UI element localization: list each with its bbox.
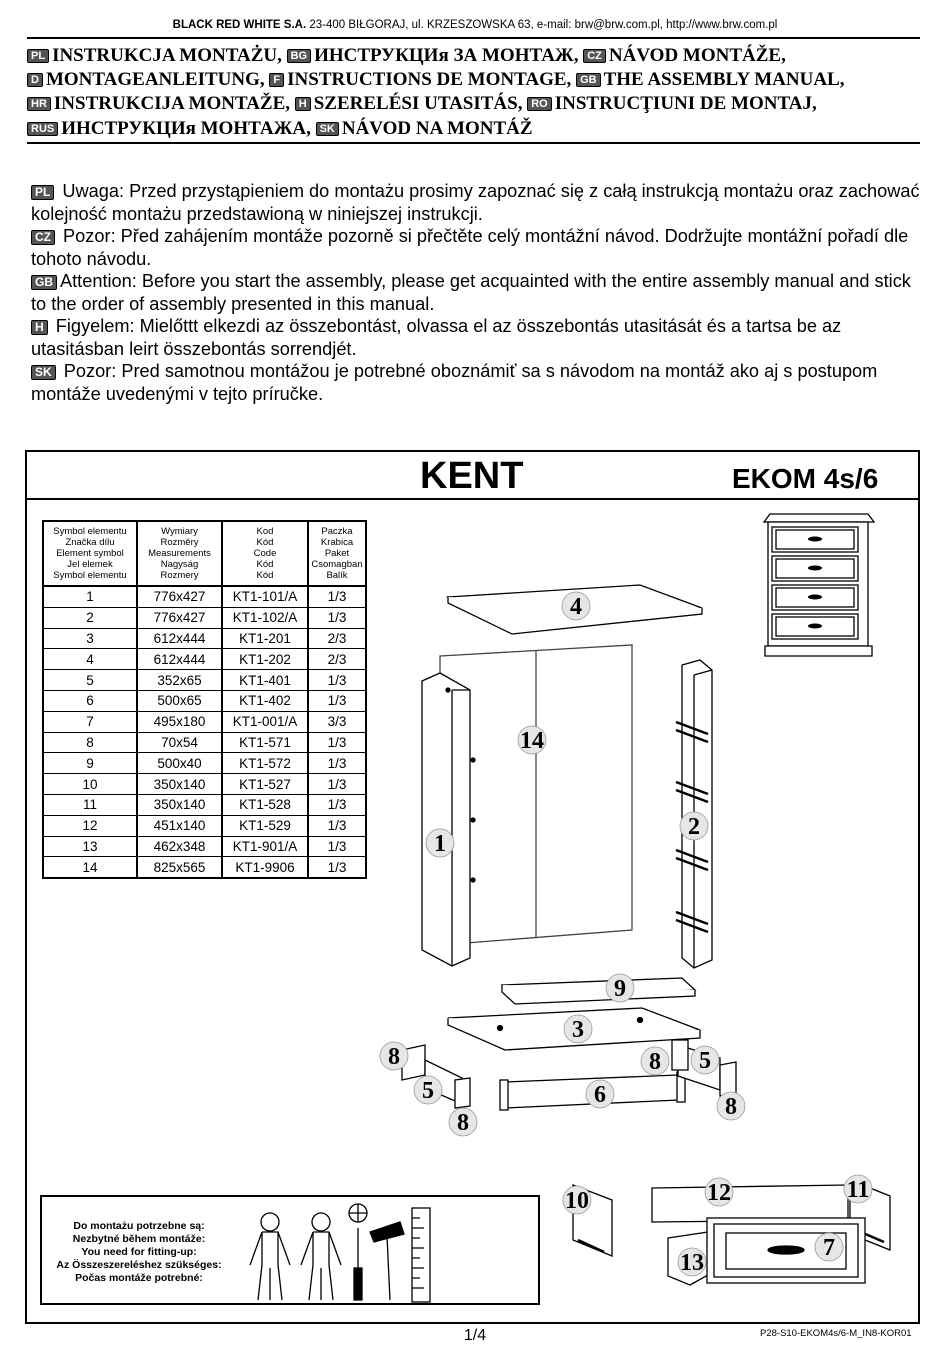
dresser-illustration — [764, 514, 874, 656]
title-text: NÁVOD NA MONTÁŽ — [341, 118, 533, 139]
table-cell: KT1-528 — [222, 794, 308, 815]
table-cell: 7 — [43, 711, 137, 732]
title-text: INSTRUKCJA MONTAŻU, — [52, 45, 287, 66]
table-cell: KT1-402 — [222, 690, 308, 711]
language-badge: H — [295, 97, 311, 111]
table-cell: 2/3 — [308, 628, 366, 649]
part-label: 1 — [434, 831, 446, 857]
part-label: 7 — [823, 1235, 835, 1261]
table-cell: KT1-529 — [222, 815, 308, 836]
warning-text: Pozor: Pred samotnou montážou je potrebné oboznámiť sa s návodom na montáž ako aj s postupom montáže uvedenými v tejto príručke. — [31, 361, 878, 404]
table-cell: 3 — [43, 628, 137, 649]
language-badge: RUS — [27, 122, 58, 136]
table-cell: KT1-571 — [222, 732, 308, 753]
table-cell: KT1-001/A — [222, 711, 308, 732]
table-cell: 612x444 — [137, 649, 222, 670]
table-cell: 6 — [43, 690, 137, 711]
table-cell: 500x40 — [137, 753, 222, 774]
language-badge: PL — [27, 49, 49, 63]
table-cell: 12 — [43, 815, 137, 836]
table-cell: 9 — [43, 753, 137, 774]
language-badge: GB — [576, 73, 601, 87]
part-label: 4 — [570, 594, 582, 620]
table-cell: 3/3 — [308, 711, 366, 732]
title-text: SZERELÉSI UTASITÁS, — [313, 93, 528, 114]
part-label: 8 — [457, 1110, 469, 1136]
language-badge: HR — [27, 97, 51, 111]
company-address: 23-400 BIŁGORAJ, ul. KRZESZOWSKA 63, e-mail: brw@brw.com.pl, http://www.brw.com.pl — [306, 19, 778, 31]
parts-header-cell: Wymiary Rozměry Measurements Nagyság Rozmery — [137, 521, 222, 586]
table-cell: 1/3 — [308, 753, 366, 774]
title-text: INSTRUCTIONS DE MONTAGE, — [287, 69, 577, 90]
language-badge: RO — [527, 97, 552, 111]
table-cell: 451x140 — [137, 815, 222, 836]
parts-header-cell: Paczka Krabica Paket Csomagban Balík — [308, 521, 366, 586]
part-label: 8 — [649, 1049, 661, 1075]
table-cell: 776x427 — [137, 607, 222, 628]
title-text: ИНСТРУКЦИя МОНТАЖА, — [61, 118, 316, 139]
table-cell: 462x348 — [137, 836, 222, 857]
table-cell: KT1-527 — [222, 774, 308, 795]
tools-line: Az Összeszereléshez szükséges: — [56, 1259, 222, 1271]
table-cell: 825x565 — [137, 857, 222, 878]
warning-text: Pozor: Před zahájením montáže pozorně si přečtěte celý montážní návod. Dodržujte montážní pořadí dle tohoto návodu. — [31, 226, 909, 269]
document-code: P28-S10-EKOM4s/6-M_IN8-KOR01 — [760, 1328, 912, 1339]
table-cell: 8 — [43, 732, 137, 753]
language-badge: GB — [31, 275, 57, 290]
table-cell: 1/3 — [308, 857, 366, 878]
language-badge: D — [27, 73, 43, 87]
product-model: EKOM 4s/6 — [732, 463, 879, 494]
part-rail-9 — [502, 978, 695, 1004]
table-cell: 1/3 — [308, 732, 366, 753]
table-cell: KT1-901/A — [222, 836, 308, 857]
title-text: INSTRUCŢIUNI DE MONTAJ, — [554, 93, 817, 114]
language-badge: CZ — [31, 230, 55, 245]
parts-header-cell: Kod Kód Code Kód Kód — [222, 521, 308, 586]
part-label: 5 — [699, 1048, 711, 1074]
table-cell: KT1-572 — [222, 753, 308, 774]
part-label: 11 — [846, 1177, 870, 1203]
part-label: 8 — [725, 1094, 737, 1120]
table-cell: 5 — [43, 670, 137, 691]
language-badge: SK — [31, 365, 56, 380]
part-label: 13 — [680, 1250, 704, 1276]
table-cell: 1/3 — [308, 607, 366, 628]
table-cell: 612x444 — [137, 628, 222, 649]
table-cell: 500x65 — [137, 690, 222, 711]
company-name: BLACK RED WHITE S.A. — [172, 19, 307, 31]
part-label: 10 — [565, 1188, 589, 1214]
language-badge: BG — [287, 49, 312, 63]
tools-line: Nezbytné během montáže: — [72, 1233, 206, 1245]
page-number: 1/4 — [463, 1327, 487, 1344]
part-label: 8 — [388, 1044, 400, 1070]
warning-text: Figyelem: Mielőttt elkezdi az összebontást, olvassa el az összebontás utasitását és a tartsa be az utasitásban leirt összebontás sorrendjét. — [31, 316, 842, 359]
title-text: ИНСТРУКЦИя ЗА МОНТАЖ, — [314, 45, 584, 66]
language-badge: PL — [31, 185, 54, 200]
table-cell: 1/3 — [308, 836, 366, 857]
table-cell: 14 — [43, 857, 137, 878]
table-cell: 4 — [43, 649, 137, 670]
table-cell: KT1-401 — [222, 670, 308, 691]
table-cell: 10 — [43, 774, 137, 795]
language-badge: F — [269, 73, 284, 87]
language-badge: CZ — [583, 49, 606, 63]
table-cell: 776x427 — [137, 586, 222, 607]
warning-text: Attention: Before you start the assembly, please get acquainted with the entire assembly manual and stick to the order of assembly presented in this manual. — [31, 271, 911, 314]
table-cell: 1/3 — [308, 586, 366, 607]
table-cell: 1/3 — [308, 774, 366, 795]
title-text: THE ASSEMBLY MANUAL, — [603, 69, 845, 90]
part-drawer-back-12 — [652, 1185, 848, 1222]
table-cell: 352x65 — [137, 670, 222, 691]
part-label: 6 — [594, 1082, 606, 1108]
table-cell: KT1-201 — [222, 628, 308, 649]
table-cell: 2/3 — [308, 649, 366, 670]
table-cell: 350x140 — [137, 794, 222, 815]
table-cell: KT1-9906 — [222, 857, 308, 878]
table-cell: KT1-202 — [222, 649, 308, 670]
table-cell: 11 — [43, 794, 137, 815]
part-label: 12 — [707, 1180, 731, 1206]
table-cell: 13 — [43, 836, 137, 857]
table-cell: 70x54 — [137, 732, 222, 753]
table-cell: 2 — [43, 607, 137, 628]
tools-line: Počas montáže potrebné: — [75, 1272, 203, 1284]
title-text: MONTAGEANLEITUNG, — [45, 69, 270, 90]
language-badge: H — [31, 320, 48, 335]
table-cell: 350x140 — [137, 774, 222, 795]
tools-required-text — [44, 1220, 234, 1285]
part-label: 9 — [614, 976, 626, 1002]
title-text: INSTRUKCIJA MONTAŽE, — [53, 93, 295, 114]
title-text: NÁVOD MONTÁŽE, — [608, 45, 786, 66]
table-cell: KT1-101/A — [222, 586, 308, 607]
part-label: 14 — [520, 728, 544, 754]
warning-text: Uwaga: Przed przystąpieniem do montażu prosimy zapoznać się z całą instrukcją montażu oraz zachować kolejność montażu przedstawioną w niniejszej instrukcji. — [31, 181, 920, 224]
product-name: KENT — [420, 455, 524, 497]
part-label: 3 — [572, 1017, 584, 1043]
part-label: 5 — [422, 1078, 434, 1104]
table-cell: KT1-102/A — [222, 607, 308, 628]
table-cell: 1/3 — [308, 815, 366, 836]
part-label: 2 — [688, 814, 700, 840]
parts-header-cell: Symbol elementu Značka dílu Element symbol Jel elemek Symbol elementu — [43, 521, 137, 586]
table-cell: 1/3 — [308, 670, 366, 691]
tools-line: Do montażu potrzebne są: — [73, 1220, 205, 1232]
tools-line: You need for fitting-up: — [81, 1246, 197, 1258]
part-side-left — [422, 673, 475, 966]
table-cell: 1/3 — [308, 690, 366, 711]
table-cell: 1/3 — [308, 794, 366, 815]
language-badge: SK — [316, 122, 339, 136]
table-cell: 495x180 — [137, 711, 222, 732]
table-cell: 1 — [43, 586, 137, 607]
